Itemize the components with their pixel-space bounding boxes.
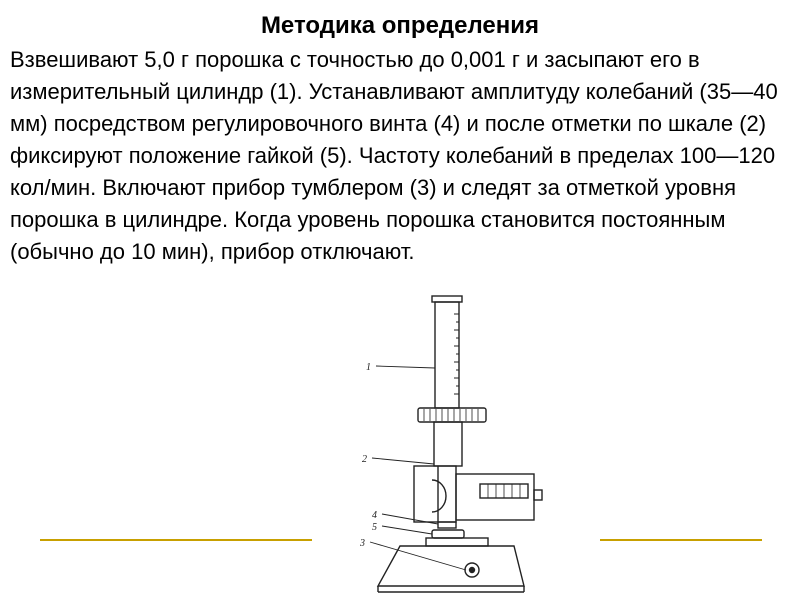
slide-body-text: Взвешивают 5,0 г порошка с точностью до 0,001 г и засыпают его в измерительный цилиндр (1). Устанавливают амплитуду колебаний (35—40 мм) посредством регулировочного винта (4) и после отметки по шкале (2) фиксируют положение гайкой (5). Частоту колебаний в пределах 100—120 кол/мин. Включают прибор тумблером (3) и следят за отметкой уровня порошка в цилиндре. Когда уровень порошка становится постоянным (обычно до 10 мин), прибор отключают. bbox=[10, 47, 778, 264]
knurled-collar bbox=[418, 408, 486, 422]
callout-4-label: 4 bbox=[372, 510, 377, 521]
measuring-cylinder bbox=[435, 302, 459, 408]
decorative-rule-left bbox=[40, 539, 312, 541]
cam-disc bbox=[432, 480, 446, 512]
column-plate bbox=[426, 538, 488, 546]
callout-1-label: 1 bbox=[366, 362, 371, 373]
side-knob bbox=[534, 490, 542, 500]
decorative-rule-right bbox=[597, 539, 762, 541]
collar-knurling bbox=[424, 409, 478, 421]
counter-box bbox=[456, 474, 534, 520]
slide-title: Методика определения bbox=[260, 12, 540, 39]
callout-3-label: 3 bbox=[360, 538, 365, 549]
callout-5-label: 5 bbox=[372, 522, 377, 533]
guide-sleeve bbox=[434, 422, 462, 466]
callout-2-label: 2 bbox=[362, 454, 367, 465]
adjusting-screw bbox=[438, 522, 456, 528]
cylinder-scale-ticks bbox=[454, 314, 459, 394]
callout-leaders bbox=[370, 366, 466, 570]
cylinder-cap bbox=[432, 296, 462, 302]
scale-housing bbox=[414, 466, 456, 522]
apparatus-drawing bbox=[338, 276, 600, 600]
lock-nut bbox=[432, 530, 464, 538]
apparatus-figure bbox=[338, 276, 600, 600]
